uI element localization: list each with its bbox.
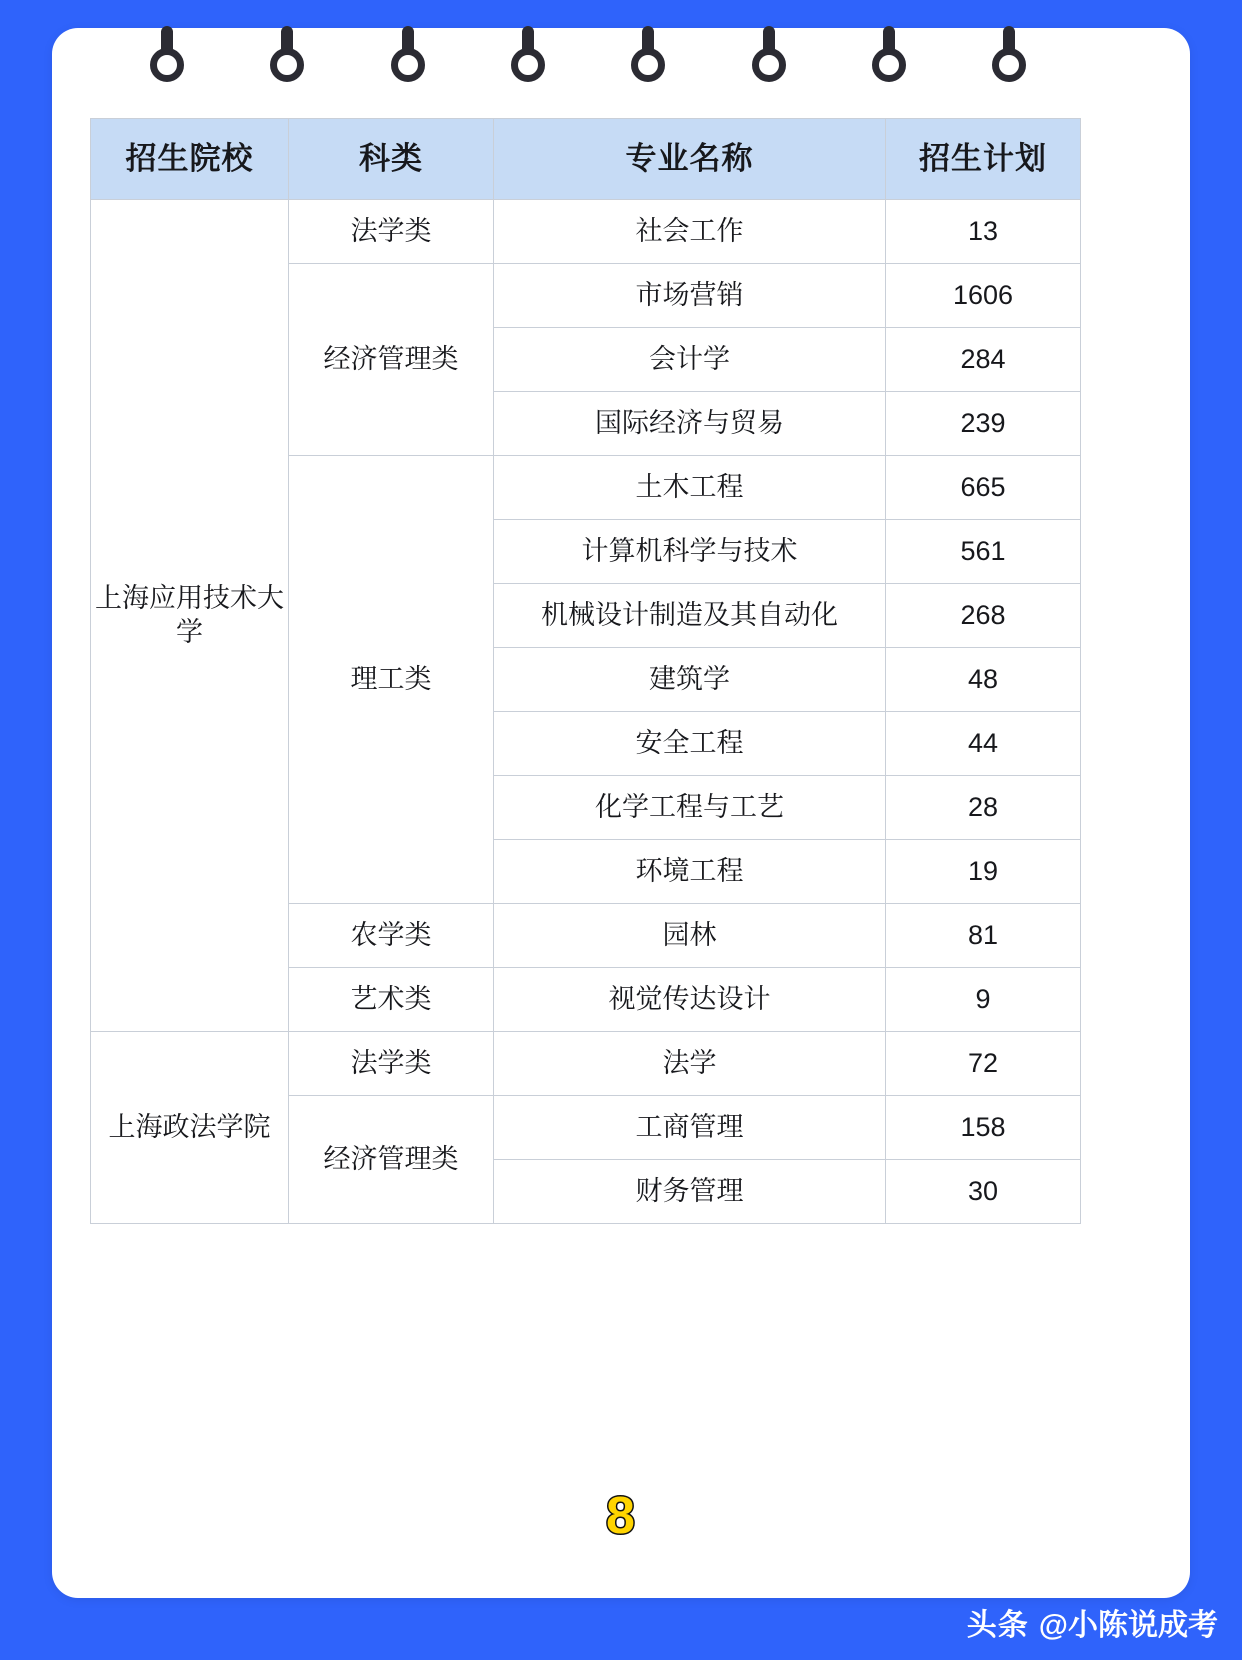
- major-name: 财务管理: [494, 1160, 886, 1224]
- table-row: [91, 200, 1081, 264]
- column-header-major: 专业名称: [494, 119, 886, 200]
- plan-count: 48: [886, 648, 1081, 712]
- plan-count: 30: [886, 1160, 1081, 1224]
- table-header-row: [91, 119, 1081, 200]
- column-header-school: 招生院校: [91, 119, 289, 200]
- major-name: 工商管理: [494, 1096, 886, 1160]
- plan-count: 239: [886, 392, 1081, 456]
- enrollment-plan-table-container: [90, 118, 1080, 1224]
- major-name: 社会工作: [494, 200, 886, 264]
- column-header-plan: 招生计划: [886, 119, 1081, 200]
- toutiao-logo: 头条: [966, 1609, 1029, 1642]
- plan-count: 13: [886, 200, 1081, 264]
- major-name: 计算机科学与技术: [494, 520, 886, 584]
- plan-count: 561: [886, 520, 1081, 584]
- watermark: [967, 1600, 1218, 1644]
- plan-count: 19: [886, 840, 1081, 904]
- watermark-account: @小陈说成考: [1038, 1609, 1218, 1642]
- plan-count: 1606: [886, 264, 1081, 328]
- major-name: 建筑学: [494, 648, 886, 712]
- page-number: 8: [606, 1487, 636, 1545]
- major-name: 视觉传达设计: [494, 968, 886, 1032]
- enrollment-plan-table: [90, 118, 1081, 1224]
- table-body: [91, 200, 1081, 1224]
- major-name: 市场营销: [494, 264, 886, 328]
- major-name: 会计学: [494, 328, 886, 392]
- major-name: 环境工程: [494, 840, 886, 904]
- table-header: [91, 119, 1081, 200]
- major-name: 化学工程与工艺: [494, 776, 886, 840]
- column-header-category: 科类: [289, 119, 494, 200]
- major-name: 国际经济与贸易: [494, 392, 886, 456]
- school-name: 上海应用技术大学: [91, 200, 289, 1032]
- plan-count: 9: [886, 968, 1081, 1032]
- table-row: [91, 1032, 1081, 1096]
- major-name: 法学: [494, 1032, 886, 1096]
- category-name: 法学类: [289, 200, 494, 264]
- plan-count: 28: [886, 776, 1081, 840]
- category-name: 法学类: [289, 1032, 494, 1096]
- plan-count: 72: [886, 1032, 1081, 1096]
- plan-count: 158: [886, 1096, 1081, 1160]
- category-name: 经济管理类: [289, 264, 494, 456]
- category-name: 经济管理类: [289, 1096, 494, 1224]
- major-name: 园林: [494, 904, 886, 968]
- category-name: 艺术类: [289, 968, 494, 1032]
- plan-count: 268: [886, 584, 1081, 648]
- major-name: 安全工程: [494, 712, 886, 776]
- plan-count: 665: [886, 456, 1081, 520]
- category-name: 理工类: [289, 456, 494, 904]
- plan-count: 81: [886, 904, 1081, 968]
- category-name: 农学类: [289, 904, 494, 968]
- school-name: 上海政法学院: [91, 1032, 289, 1224]
- plan-count: 44: [886, 712, 1081, 776]
- plan-count: 284: [886, 328, 1081, 392]
- major-name: 机械设计制造及其自动化: [494, 584, 886, 648]
- major-name: 土木工程: [494, 456, 886, 520]
